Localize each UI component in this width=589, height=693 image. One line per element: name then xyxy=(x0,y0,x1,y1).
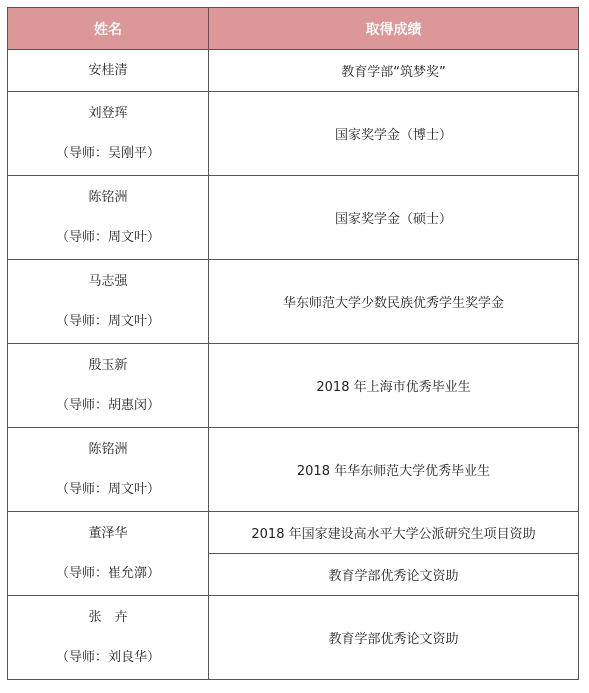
student-cell xyxy=(8,428,209,512)
achievement-cell: 华东师范大学少数民族优秀学生奖学金 xyxy=(209,260,579,344)
header-name: 姓名 xyxy=(8,8,209,50)
advisor-label: （导师：胡惠闵） xyxy=(55,397,160,413)
table-row xyxy=(8,176,579,260)
student-cell xyxy=(8,260,209,344)
advisor-label: （导师：刘良华） xyxy=(55,649,160,665)
achievement-cell: 教育学部“筑梦奖” xyxy=(209,50,579,92)
student-cell xyxy=(8,92,209,176)
student-name: 陈铭洲 xyxy=(88,441,128,457)
table-row xyxy=(8,512,579,554)
advisor-label: （导师：崔允漷） xyxy=(55,565,160,581)
table-row xyxy=(8,428,579,512)
student-cell xyxy=(8,50,209,92)
student-name: 马志强 xyxy=(88,273,128,289)
achievement-cell: 2018 年国家建设高水平大学公派研究生项目资助 xyxy=(209,512,579,554)
header-achievement: 取得成绩 xyxy=(209,8,579,50)
header-row xyxy=(8,8,579,50)
student-cell xyxy=(8,596,209,680)
student-cell xyxy=(8,344,209,428)
student-name: 殷玉新 xyxy=(88,357,128,373)
achievement-cell: 国家奖学金（博士） xyxy=(209,92,579,176)
student-name: 安桂清 xyxy=(88,62,128,78)
student-name: 张 卉 xyxy=(88,609,128,625)
awards-table xyxy=(7,7,579,680)
advisor-label: （导师：周文叶） xyxy=(55,313,160,329)
advisor-label: （导师：周文叶） xyxy=(55,229,160,245)
achievement-cell: 国家奖学金（硕士） xyxy=(209,176,579,260)
student-name: 陈铭洲 xyxy=(88,189,128,205)
table-row xyxy=(8,50,579,92)
student-name: 董泽华 xyxy=(88,525,128,541)
table-row xyxy=(8,596,579,680)
achievement-cell: 2018 年上海市优秀毕业生 xyxy=(209,344,579,428)
table-row xyxy=(8,260,579,344)
table-row xyxy=(8,92,579,176)
student-name: 刘登珲 xyxy=(88,105,128,121)
achievement-cell: 教育学部优秀论文资助 xyxy=(209,596,579,680)
advisor-label: （导师：周文叶） xyxy=(55,481,160,497)
student-cell xyxy=(8,176,209,260)
table-row xyxy=(8,344,579,428)
achievement-cell: 2018 年华东师范大学优秀毕业生 xyxy=(209,428,579,512)
student-cell xyxy=(8,512,209,596)
advisor-label: （导师：吴刚平） xyxy=(55,145,160,161)
achievement-cell: 教育学部优秀论文资助 xyxy=(209,554,579,596)
